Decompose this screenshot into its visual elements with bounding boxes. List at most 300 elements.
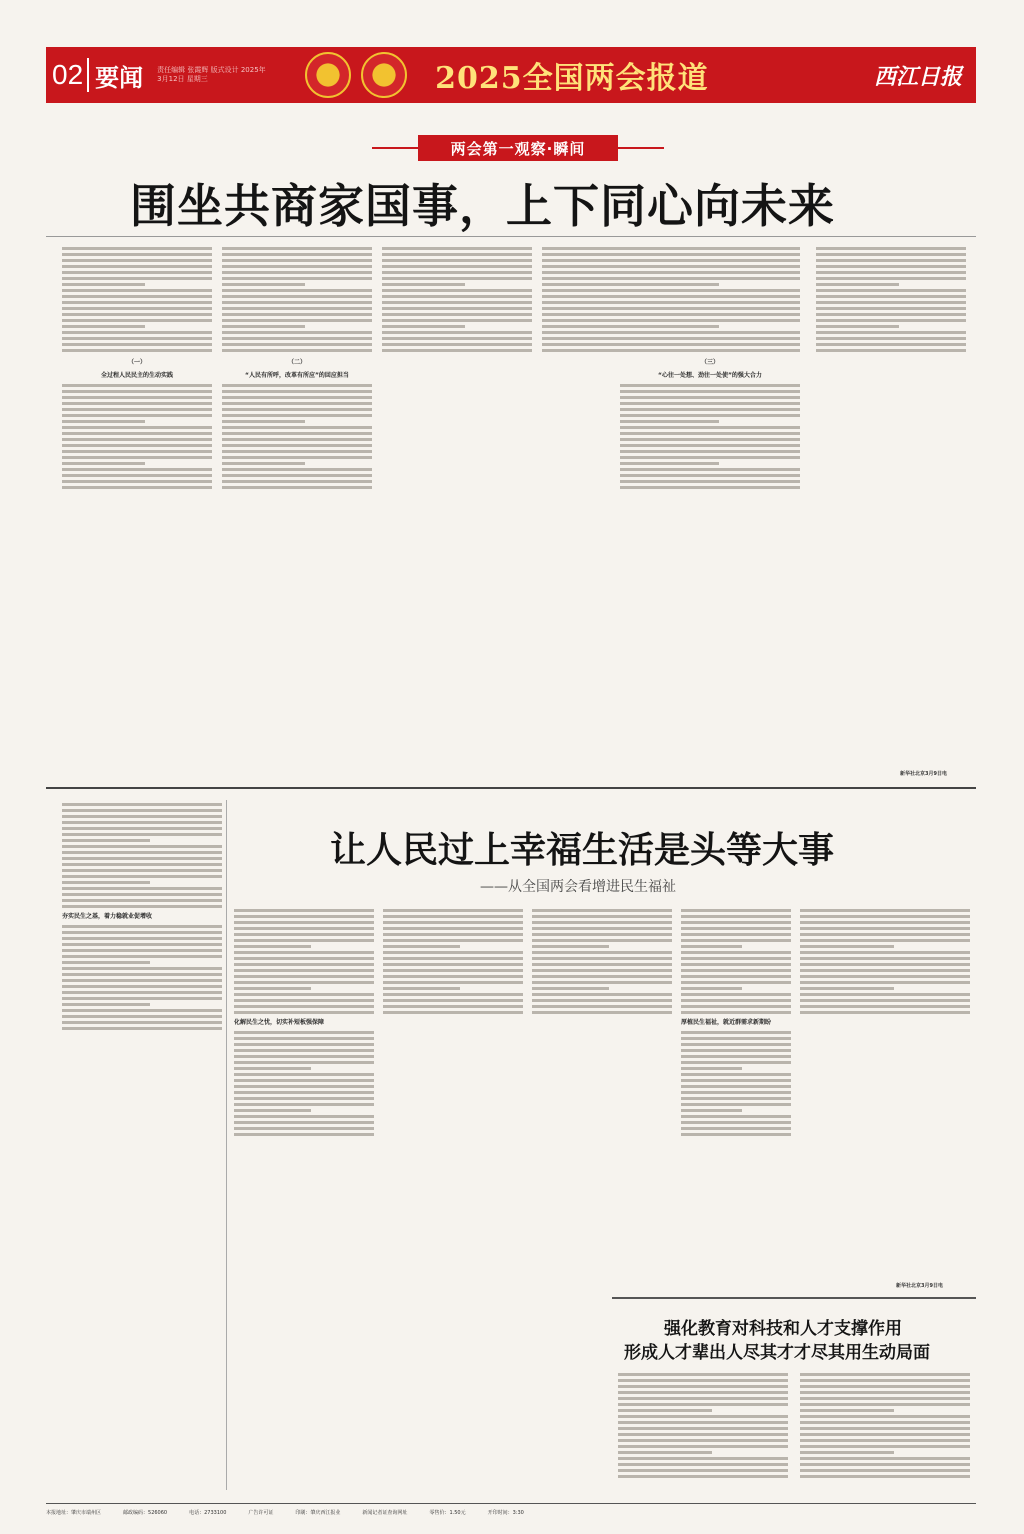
body-text bbox=[62, 247, 212, 352]
text-line bbox=[620, 420, 719, 423]
article2-column-6 bbox=[800, 906, 970, 1296]
text-line bbox=[532, 981, 672, 984]
body-text bbox=[62, 803, 222, 908]
text-line bbox=[222, 474, 372, 477]
text-line bbox=[681, 1073, 791, 1076]
article2-vertical-rule bbox=[226, 800, 227, 1490]
text-line bbox=[234, 1127, 374, 1130]
text-line bbox=[234, 1103, 374, 1106]
text-line bbox=[383, 933, 523, 936]
text-line bbox=[383, 999, 523, 1002]
text-line bbox=[620, 474, 800, 477]
article1-subhead-1: 全过程人民民主的生动实践 bbox=[100, 372, 173, 379]
text-line bbox=[234, 969, 374, 972]
text-line bbox=[532, 939, 672, 942]
text-line bbox=[383, 975, 523, 978]
text-line bbox=[62, 1009, 222, 1012]
text-line bbox=[62, 408, 212, 411]
text-line bbox=[800, 1409, 894, 1412]
text-line bbox=[234, 1073, 374, 1076]
article1-column-6 bbox=[816, 244, 966, 776]
text-line bbox=[800, 1379, 970, 1382]
text-line bbox=[618, 1403, 788, 1406]
text-line bbox=[234, 1097, 374, 1100]
text-line bbox=[620, 331, 800, 334]
article1-headline: 围坐共商家国事，上下同心向未来 bbox=[130, 179, 835, 233]
text-line bbox=[620, 295, 800, 298]
text-line bbox=[234, 1011, 374, 1014]
text-line bbox=[62, 462, 145, 465]
text-line bbox=[532, 951, 672, 954]
text-line bbox=[222, 468, 372, 471]
text-line bbox=[222, 265, 372, 268]
text-line bbox=[620, 408, 800, 411]
text-line bbox=[620, 462, 719, 465]
text-line bbox=[234, 1049, 374, 1052]
masthead-divider bbox=[87, 58, 89, 92]
article1-column-5 bbox=[620, 244, 800, 776]
text-line bbox=[532, 921, 672, 924]
text-line bbox=[222, 337, 372, 340]
text-line bbox=[62, 468, 212, 471]
text-line bbox=[800, 1403, 970, 1406]
text-line bbox=[681, 915, 791, 918]
article2-column-1 bbox=[62, 800, 222, 1490]
text-line bbox=[800, 1397, 970, 1400]
text-line bbox=[383, 957, 523, 960]
page-number: 02 bbox=[52, 59, 84, 90]
article3-headline-line1: 强化教育对科技和人才支撑作用 bbox=[664, 1319, 902, 1339]
article1-top-rule bbox=[46, 236, 976, 237]
text-line bbox=[62, 432, 212, 435]
text-line bbox=[222, 396, 372, 399]
text-line bbox=[62, 319, 212, 322]
text-line bbox=[800, 1463, 970, 1466]
text-line bbox=[620, 396, 800, 399]
text-line bbox=[382, 337, 532, 340]
text-line bbox=[234, 1005, 374, 1008]
text-line bbox=[222, 450, 372, 453]
text-line bbox=[234, 915, 374, 918]
text-line bbox=[816, 313, 966, 316]
text-line bbox=[816, 325, 899, 328]
footer-price: 零售价：1.50元 bbox=[429, 1509, 466, 1516]
text-line bbox=[383, 963, 523, 966]
text-line bbox=[383, 939, 523, 942]
text-line bbox=[816, 337, 966, 340]
text-line bbox=[222, 462, 305, 465]
text-line bbox=[62, 414, 212, 417]
text-line bbox=[62, 480, 212, 483]
text-line bbox=[222, 438, 372, 441]
body-text bbox=[681, 1031, 791, 1136]
text-line bbox=[620, 253, 800, 256]
banner-line-left bbox=[372, 147, 418, 149]
section-name: 要闻 bbox=[95, 63, 144, 92]
text-line bbox=[62, 420, 145, 423]
text-line bbox=[620, 414, 800, 417]
text-line bbox=[800, 1421, 970, 1424]
text-line bbox=[681, 1061, 791, 1064]
text-line bbox=[382, 307, 532, 310]
text-line bbox=[532, 915, 672, 918]
text-line bbox=[383, 969, 523, 972]
text-line bbox=[620, 277, 800, 280]
article3-headline-line2: 形成人才辈出人尽其才才尽其用生动局面 bbox=[624, 1343, 930, 1363]
text-line bbox=[532, 987, 609, 990]
text-line bbox=[62, 259, 212, 262]
text-line bbox=[62, 979, 222, 982]
text-line bbox=[816, 319, 966, 322]
text-line bbox=[620, 343, 800, 346]
text-line bbox=[620, 456, 800, 459]
text-line bbox=[681, 1091, 791, 1094]
text-line bbox=[62, 931, 222, 934]
text-line bbox=[383, 945, 460, 948]
text-line bbox=[681, 1109, 742, 1112]
text-line bbox=[620, 325, 719, 328]
text-line bbox=[222, 456, 372, 459]
text-line bbox=[800, 921, 970, 924]
text-line bbox=[222, 301, 372, 304]
body-text bbox=[681, 909, 791, 1014]
text-line bbox=[222, 295, 372, 298]
masthead-meta: 责任编辑 张霞辉 版式设计 2025年3月12日 星期三 bbox=[157, 66, 266, 83]
text-line bbox=[234, 963, 374, 966]
text-line bbox=[681, 921, 791, 924]
body-text bbox=[222, 384, 372, 489]
article1-column-2 bbox=[222, 244, 372, 776]
text-line bbox=[618, 1379, 788, 1382]
text-line bbox=[62, 943, 222, 946]
article3-column-2 bbox=[800, 1370, 970, 1494]
text-line bbox=[532, 933, 672, 936]
text-line bbox=[234, 993, 374, 996]
body-text bbox=[62, 925, 222, 1030]
article2-subhead-3: 厚植民生福祉，就近群需求新期盼 bbox=[681, 1019, 772, 1026]
text-line bbox=[62, 396, 212, 399]
text-line bbox=[618, 1469, 788, 1472]
text-line bbox=[62, 1015, 222, 1018]
text-line bbox=[222, 343, 372, 346]
body-text bbox=[620, 247, 800, 352]
text-line bbox=[681, 1049, 791, 1052]
text-line bbox=[222, 444, 372, 447]
text-line bbox=[681, 1079, 791, 1082]
text-line bbox=[383, 909, 523, 912]
footer-printer: 印刷：肇庆西江报业 bbox=[295, 1509, 341, 1516]
text-line bbox=[62, 295, 212, 298]
text-line bbox=[532, 963, 672, 966]
article1-byline: 新华社北京3月9日电 bbox=[900, 771, 947, 777]
text-line bbox=[800, 1439, 970, 1442]
text-line bbox=[62, 803, 222, 806]
text-line bbox=[62, 845, 222, 848]
text-line bbox=[681, 1127, 791, 1130]
text-line bbox=[620, 313, 800, 316]
text-line bbox=[382, 319, 532, 322]
text-line bbox=[620, 259, 800, 262]
body-text bbox=[800, 1373, 970, 1478]
masthead bbox=[46, 47, 976, 103]
text-line bbox=[234, 1079, 374, 1082]
text-line bbox=[62, 869, 222, 872]
text-line bbox=[222, 390, 372, 393]
text-line bbox=[222, 313, 372, 316]
text-line bbox=[681, 1133, 791, 1136]
text-line bbox=[532, 1005, 672, 1008]
text-line bbox=[800, 1457, 970, 1460]
text-line bbox=[62, 875, 222, 878]
cppcc-emblem-icon: ✦ bbox=[361, 52, 407, 98]
text-line bbox=[62, 450, 212, 453]
text-line bbox=[620, 390, 800, 393]
masthead-title: 2025全国两会报道 bbox=[435, 61, 709, 96]
text-line bbox=[234, 987, 311, 990]
text-line bbox=[800, 1451, 894, 1454]
text-line bbox=[62, 343, 212, 346]
text-line bbox=[234, 927, 374, 930]
text-line bbox=[222, 283, 305, 286]
text-line bbox=[62, 893, 222, 896]
text-line bbox=[62, 899, 222, 902]
text-line bbox=[222, 480, 372, 483]
body-text bbox=[383, 909, 523, 1014]
text-line bbox=[681, 981, 791, 984]
text-line bbox=[532, 993, 672, 996]
text-line bbox=[62, 809, 222, 812]
text-line bbox=[62, 283, 145, 286]
body-text bbox=[222, 247, 372, 352]
text-line bbox=[222, 271, 372, 274]
text-line bbox=[816, 271, 966, 274]
text-line bbox=[234, 1133, 374, 1136]
text-line bbox=[816, 343, 966, 346]
text-line bbox=[620, 486, 800, 489]
text-line bbox=[62, 857, 222, 860]
paper-logo: 西江日报 bbox=[873, 63, 962, 90]
text-line bbox=[234, 981, 374, 984]
text-line bbox=[222, 426, 372, 429]
text-line bbox=[681, 1121, 791, 1124]
article2-subhead-1: 夯实民生之基，着力稳就业促增收 bbox=[62, 913, 153, 920]
text-line bbox=[62, 438, 212, 441]
text-line bbox=[620, 301, 800, 304]
text-line bbox=[618, 1397, 788, 1400]
national-emblem-icon: ★ bbox=[305, 52, 351, 98]
text-line bbox=[62, 851, 222, 854]
article1-column-1 bbox=[62, 244, 212, 776]
text-line bbox=[816, 253, 966, 256]
text-line bbox=[681, 1103, 791, 1106]
text-line bbox=[620, 265, 800, 268]
text-line bbox=[681, 1067, 742, 1070]
text-line bbox=[620, 480, 800, 483]
text-line bbox=[800, 1011, 970, 1014]
text-line bbox=[234, 957, 374, 960]
text-line bbox=[800, 1385, 970, 1388]
text-line bbox=[618, 1475, 788, 1478]
text-line bbox=[62, 313, 212, 316]
article2-headline: 让人民过上幸福生活是头等大事 bbox=[330, 830, 835, 871]
banner-line-right bbox=[618, 147, 664, 149]
text-line bbox=[222, 331, 372, 334]
text-line bbox=[62, 384, 212, 387]
article3-column-1 bbox=[618, 1370, 788, 1494]
text-line bbox=[620, 247, 800, 250]
text-line bbox=[800, 975, 970, 978]
text-line bbox=[681, 927, 791, 930]
text-line bbox=[62, 325, 145, 328]
text-line bbox=[62, 925, 222, 928]
text-line bbox=[618, 1409, 712, 1412]
text-line bbox=[62, 973, 222, 976]
text-line bbox=[62, 456, 212, 459]
text-line bbox=[800, 1373, 970, 1376]
text-line bbox=[222, 277, 372, 280]
text-line bbox=[532, 999, 672, 1002]
body-text bbox=[62, 384, 212, 489]
article1-column-3 bbox=[382, 244, 532, 776]
text-line bbox=[620, 271, 800, 274]
text-line bbox=[620, 426, 800, 429]
text-line bbox=[620, 384, 800, 387]
text-line bbox=[681, 1011, 791, 1014]
text-line bbox=[681, 969, 791, 972]
text-line bbox=[620, 444, 800, 447]
text-line bbox=[620, 283, 719, 286]
text-line bbox=[62, 253, 212, 256]
text-line bbox=[532, 1011, 672, 1014]
text-line bbox=[681, 987, 742, 990]
text-line bbox=[382, 271, 532, 274]
text-line bbox=[618, 1415, 788, 1418]
text-line bbox=[542, 325, 625, 328]
text-line bbox=[816, 283, 899, 286]
text-line bbox=[62, 1003, 150, 1006]
text-line bbox=[532, 927, 672, 930]
text-line bbox=[681, 939, 791, 942]
text-line bbox=[800, 945, 894, 948]
text-line bbox=[800, 1445, 970, 1448]
text-line bbox=[681, 1055, 791, 1058]
text-line bbox=[62, 271, 212, 274]
text-line bbox=[681, 993, 791, 996]
text-line bbox=[234, 933, 374, 936]
text-line bbox=[532, 957, 672, 960]
text-line bbox=[62, 349, 212, 352]
text-line bbox=[816, 349, 966, 352]
text-line bbox=[62, 833, 222, 836]
text-line bbox=[532, 945, 609, 948]
text-line bbox=[382, 277, 532, 280]
text-line bbox=[620, 468, 800, 471]
text-line bbox=[382, 289, 532, 292]
footer-ad-license: 广告许可证 bbox=[248, 1509, 274, 1516]
text-line bbox=[383, 987, 460, 990]
text-line bbox=[681, 1043, 791, 1046]
text-line bbox=[816, 331, 966, 334]
text-line bbox=[62, 967, 222, 970]
text-line bbox=[620, 432, 800, 435]
text-line bbox=[681, 999, 791, 1002]
body-text bbox=[620, 384, 800, 489]
text-line bbox=[800, 981, 970, 984]
text-line bbox=[62, 1021, 222, 1024]
text-line bbox=[618, 1391, 788, 1394]
text-line bbox=[383, 1005, 523, 1008]
text-line bbox=[222, 307, 372, 310]
text-line bbox=[234, 951, 374, 954]
text-line bbox=[62, 839, 150, 842]
text-line bbox=[620, 289, 800, 292]
text-line bbox=[62, 997, 222, 1000]
text-line bbox=[382, 247, 532, 250]
text-line bbox=[382, 331, 532, 334]
text-line bbox=[618, 1439, 788, 1442]
body-text bbox=[532, 909, 672, 1014]
text-line bbox=[222, 247, 372, 250]
text-line bbox=[234, 909, 374, 912]
text-line bbox=[222, 402, 372, 405]
text-line bbox=[383, 981, 523, 984]
text-line bbox=[222, 432, 372, 435]
text-line bbox=[222, 289, 372, 292]
text-line bbox=[618, 1385, 788, 1388]
text-line bbox=[681, 1005, 791, 1008]
text-line bbox=[681, 1115, 791, 1118]
text-line bbox=[383, 1011, 523, 1014]
body-text bbox=[382, 247, 532, 352]
body-text bbox=[816, 247, 966, 352]
text-line bbox=[234, 1061, 374, 1064]
text-line bbox=[382, 283, 465, 286]
text-line bbox=[681, 1085, 791, 1088]
text-line bbox=[620, 307, 800, 310]
text-line bbox=[681, 1097, 791, 1100]
text-line bbox=[800, 909, 970, 912]
text-line bbox=[382, 295, 532, 298]
text-line bbox=[618, 1427, 788, 1430]
text-line bbox=[62, 827, 222, 830]
text-line bbox=[234, 1091, 374, 1094]
article3-top-rule bbox=[612, 1297, 976, 1299]
text-line bbox=[62, 1027, 222, 1030]
text-line bbox=[62, 301, 212, 304]
text-line bbox=[62, 949, 222, 952]
text-line bbox=[222, 253, 372, 256]
article1-subhead-3: “心往一处想、劲往一处使”的强大合力 bbox=[658, 372, 762, 379]
text-line bbox=[800, 951, 970, 954]
text-line bbox=[620, 438, 800, 441]
text-line bbox=[383, 993, 523, 996]
text-line bbox=[234, 1037, 374, 1040]
text-line bbox=[800, 1415, 970, 1418]
body-text bbox=[618, 1373, 788, 1478]
text-line bbox=[222, 325, 305, 328]
text-line bbox=[800, 1391, 970, 1394]
text-line bbox=[234, 939, 374, 942]
text-line bbox=[222, 420, 305, 423]
text-line bbox=[234, 975, 374, 978]
article-divider-rule bbox=[46, 787, 976, 789]
text-line bbox=[62, 337, 212, 340]
article1-subhead-2: “人民有所呼，改革有所应”的回应担当 bbox=[245, 372, 349, 379]
text-line bbox=[816, 247, 966, 250]
article2-subhead-2: 化解民生之忧，切实补短板强保障 bbox=[234, 1019, 325, 1026]
text-line bbox=[681, 933, 791, 936]
body-text bbox=[234, 1031, 374, 1136]
